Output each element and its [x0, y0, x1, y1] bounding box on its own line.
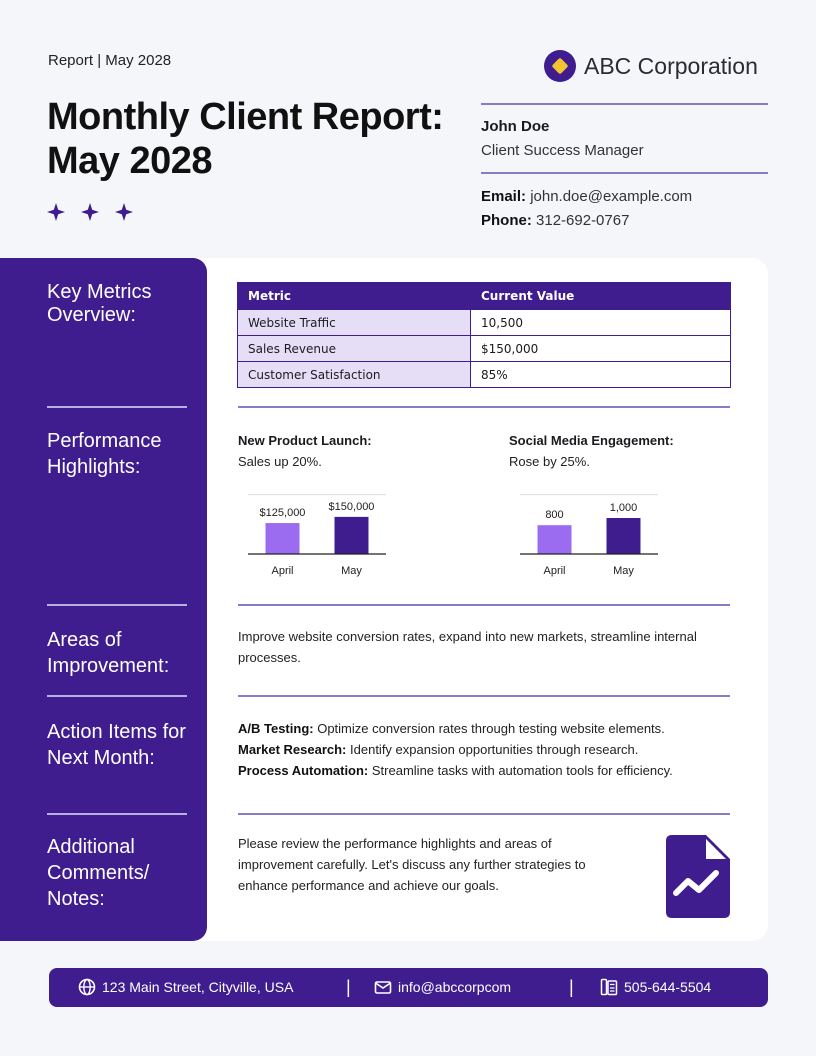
section-label-comments: Additional Comments/ Notes:: [47, 836, 150, 910]
report-document-icon: [666, 835, 730, 918]
section-label-action-items: Action Items for Next Month:: [47, 721, 186, 769]
sparkle-icon: [47, 203, 65, 221]
content-divider: [238, 406, 730, 408]
action-items-list: [238, 718, 738, 781]
footer-email-text[interactable]: info@abccorpcom: [398, 979, 512, 995]
action-item-text: Streamline tasks with automation tools for efficiency.: [371, 763, 673, 778]
column-header-metric: Metric: [238, 283, 471, 310]
data-label: 1,000: [609, 502, 638, 514]
content-divider: [238, 604, 730, 606]
phone-icon: [600, 978, 618, 996]
sidebar-divider: [47, 813, 187, 815]
engagement-bar-chart: [512, 482, 672, 582]
content-divider: [238, 813, 730, 815]
metric-cell: Customer Satisfaction: [238, 362, 471, 388]
contact-name: John Doe: [481, 118, 550, 135]
section-label-highlights: Performance Highlights:: [47, 430, 162, 478]
action-item: [238, 718, 738, 739]
envelope-icon: [374, 978, 392, 996]
contact-role: Client Success Manager: [481, 142, 644, 159]
table-row: [238, 336, 731, 362]
sparkle-icons: [46, 200, 138, 224]
sidebar-divider: [47, 406, 187, 408]
footer-phone-text[interactable]: 505-644-5504: [624, 979, 712, 995]
company-name: ABC Corporation: [584, 52, 758, 79]
footer-address: [78, 978, 293, 996]
action-item-label: Market Research:: [238, 742, 347, 757]
email-value[interactable]: john.doe@example.com: [530, 188, 693, 205]
highlight-launch-title: New Product Launch:: [238, 433, 372, 448]
footer-separator: |: [569, 977, 574, 997]
value-cell: $150,000: [471, 336, 731, 362]
action-item: [238, 760, 738, 781]
action-item-text: Optimize conversion rates through testing website elements.: [317, 721, 665, 736]
phone-label: Phone:: [481, 212, 532, 229]
bar: [266, 523, 300, 554]
comments-text: Please review the performance highlights and areas of improvement carefully. Let's discuss any further strategies to enhance performance and achieve our goals.: [238, 836, 586, 893]
contact-phone: [481, 212, 629, 229]
value-cell: 85%: [471, 362, 731, 388]
logo-diamond-icon: [544, 50, 576, 82]
table-row: [238, 362, 731, 388]
sparkle-icon: [115, 203, 133, 221]
tick-label: May: [341, 565, 362, 577]
sparkle-icon: [81, 203, 99, 221]
page-title: Monthly Client Report: May 2028: [47, 96, 444, 182]
data-label: $150,000: [328, 500, 375, 513]
value-cell: 10,500: [471, 310, 731, 336]
sales-bar-chart: [240, 482, 400, 582]
tick-label: May: [613, 565, 634, 577]
action-item-label: A/B Testing:: [238, 721, 314, 736]
metric-cell: Sales Revenue: [238, 336, 471, 362]
metrics-table: [237, 282, 731, 388]
metric-cell: Website Traffic: [238, 310, 471, 336]
bar: [335, 517, 369, 554]
globe-icon: [78, 978, 96, 996]
action-item: [238, 739, 738, 760]
tick-label: April: [271, 565, 294, 577]
footer-phone[interactable]: [600, 978, 711, 996]
bar: [607, 518, 641, 554]
email-label: Email:: [481, 188, 527, 205]
action-item-label: Process Automation:: [238, 763, 369, 778]
sidebar-divider: [47, 695, 187, 697]
content-divider: [238, 695, 730, 697]
highlight-social-title: Social Media Engagement:: [509, 433, 674, 448]
improvement-text: Improve website conversion rates, expand into new markets, streamline internal processes.: [238, 629, 697, 665]
contact-email: [481, 188, 692, 205]
data-label: 800: [545, 509, 564, 522]
data-label: $125,000: [259, 507, 306, 520]
footer-email[interactable]: [374, 978, 511, 996]
tick-label: April: [543, 565, 566, 577]
action-item-text: Identify expansion opportunities through research.: [350, 742, 639, 757]
table-row: [238, 310, 731, 336]
sidebar-divider: [47, 604, 187, 606]
highlight-launch-subtitle: Sales up 20%.: [238, 454, 322, 469]
phone-value[interactable]: 312-692-0767: [536, 212, 630, 229]
table-header-row: [238, 283, 731, 310]
highlight-social-subtitle: Rose by 25%.: [509, 454, 590, 469]
section-label-key-metrics: Key Metrics Overview:: [47, 281, 152, 326]
footer-address-text: 123 Main Street, Cityville, USA: [102, 979, 294, 995]
divider: [481, 172, 768, 174]
bar: [538, 525, 572, 554]
section-label-improvement: Areas of Improvement:: [47, 629, 170, 677]
divider: [481, 103, 768, 105]
company-logo: [544, 50, 758, 82]
column-header-current-value: Current Value: [471, 283, 731, 310]
footer-separator: |: [346, 977, 351, 997]
report-label: Report | May 2028: [48, 52, 172, 69]
